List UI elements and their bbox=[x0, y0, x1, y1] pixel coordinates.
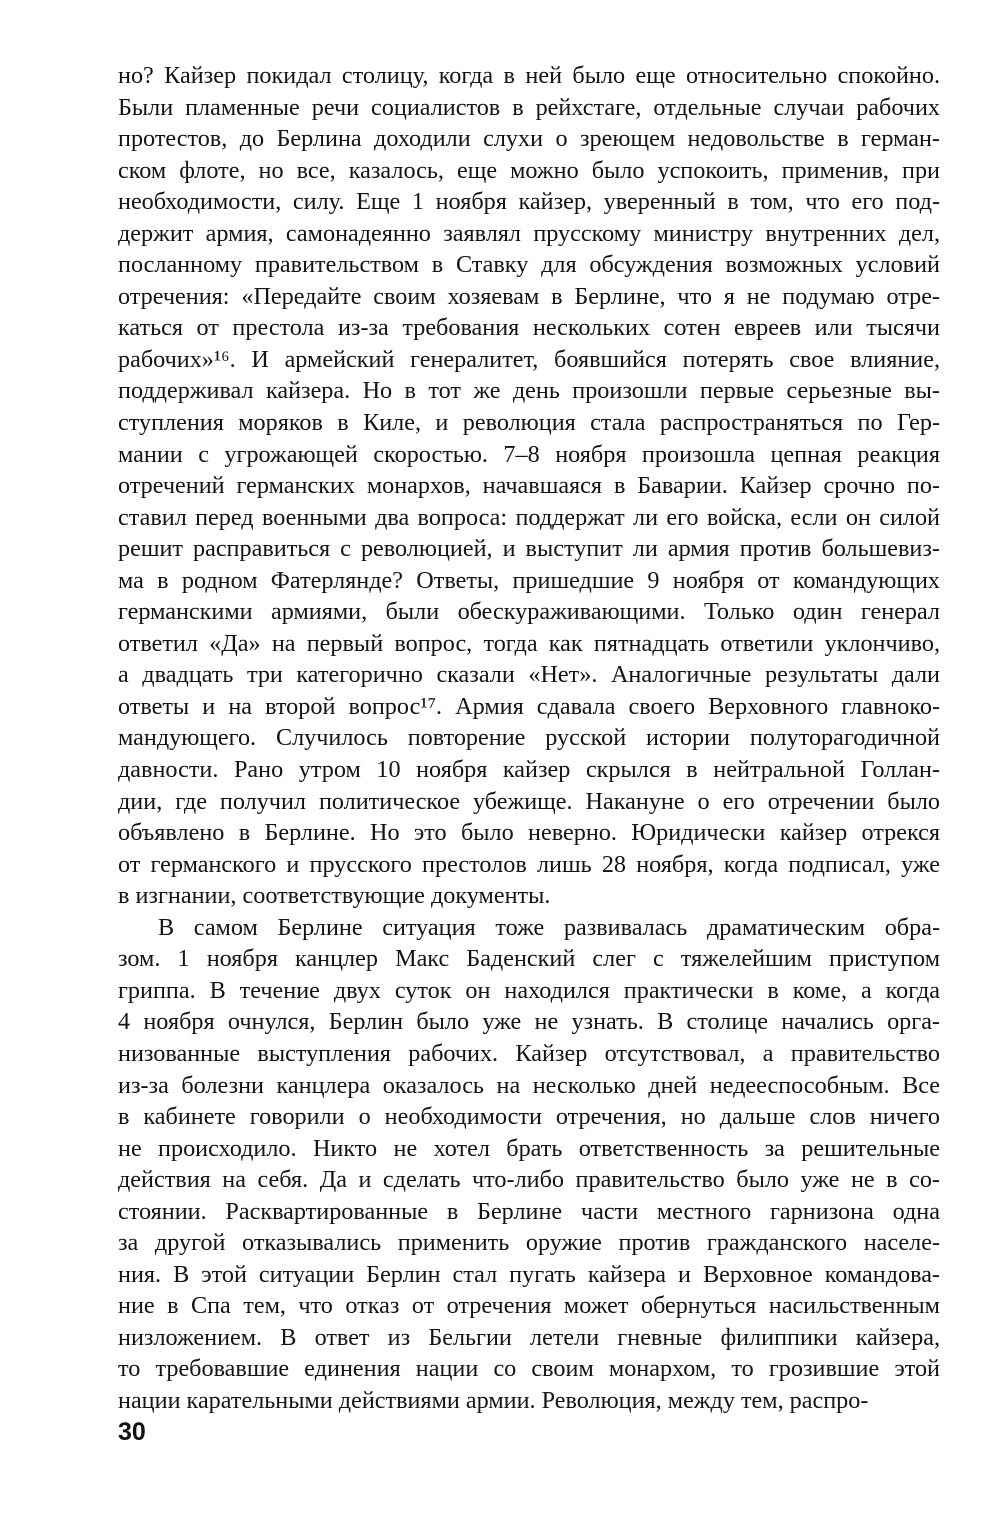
text-line: объявлено в Берлине. Но это было неверно. Юридически кайзер отрекся bbox=[118, 819, 940, 847]
text-line: ответил «Да» на первый вопрос, тогда как пятнадцать ответили уклончиво, bbox=[118, 629, 940, 657]
text-line: гриппа. В течение двух суток он находился практически в коме, а когда bbox=[118, 976, 940, 1004]
page-text bbox=[118, 60, 940, 1417]
text-line: а двадцать три категорично сказали «Нет». Аналогичные результаты дали bbox=[118, 661, 940, 689]
text-line: ния. В этой ситуации Берлин стал пугать кайзера и Верховное командова- bbox=[118, 1260, 940, 1288]
text-line: стоянии. Расквартированные в Берлине части местного гарнизона одна bbox=[118, 1197, 940, 1225]
text-line: 4 ноября очнулся, Берлин было уже не узнать. В столице начались орга- bbox=[118, 1008, 940, 1036]
text-line: от германского и прусского престолов лишь 28 ноября, когда подписал, уже bbox=[118, 850, 940, 878]
text-line: необходимости, силу. Еще 1 ноября кайзер, уверенный в том, что его под- bbox=[118, 188, 940, 216]
text-line: ском флоте, но все, казалось, еще можно было успокоить, применив, при bbox=[118, 156, 940, 184]
text-line: ступления моряков в Киле, и революция стала распространяться по Гер- bbox=[118, 409, 940, 437]
text-line: держит армия, самонадеянно заявлял прусскому министру внутренних дел, bbox=[118, 219, 940, 247]
text-line: мании с угрожающей скоростью. 7–8 ноября произошла цепная реакция bbox=[118, 440, 940, 468]
text-line: низложением. В ответ из Бельгии летели гневные филиппики кайзера, bbox=[118, 1323, 940, 1351]
text-line: из-за болезни канцлера оказалось на несколько дней недееспособным. Все bbox=[118, 1071, 940, 1099]
page-number: 30 bbox=[118, 1418, 146, 1446]
text-line: то требовавшие единения нации со своим монархом, то грозившие этой bbox=[118, 1355, 940, 1383]
text-line: зом. 1 ноября канцлер Макс Баденский слег с тяжелейшим приступом bbox=[118, 945, 940, 973]
text-line: отречений германских монархов, начавшаяся в Баварии. Кайзер срочно по- bbox=[118, 472, 940, 500]
text-line: в изгнании, соответствующие документы. bbox=[118, 882, 551, 910]
text-line: решит расправиться с революцией, и выступит ли армия против большевиз- bbox=[118, 535, 940, 563]
text-line: ответы и на второй вопрос¹⁷. Армия сдавала своего Верховного главноко- bbox=[118, 692, 940, 720]
text-line: ма в родном Фатерлянде? Ответы, пришедшие 9 ноября от командующих bbox=[118, 566, 940, 594]
text-line: низованные выступления рабочих. Кайзер отсутствовал, а правительство bbox=[118, 1039, 940, 1067]
text-line: каться от престола из-за требования нескольких сотен евреев или тысячи bbox=[118, 314, 940, 342]
text-line: отречения: «Передайте своим хозяевам в Берлине, что я не подумаю отре- bbox=[118, 282, 940, 310]
text-line: дии, где получил политическое убежище. Накануне о его отречении было bbox=[118, 787, 940, 815]
text-line: в кабинете говорили о необходимости отречения, но дальше слов ничего bbox=[118, 1103, 940, 1131]
text-line: мандующего. Случилось повторение русской истории полуторагодичной bbox=[118, 724, 940, 752]
text-line: В самом Берлине ситуация тоже развивалась драматическим обра- bbox=[158, 913, 940, 941]
paragraph bbox=[118, 60, 940, 912]
text-line: Были пламенные речи социалистов в рейхстаге, отдельные случаи рабочих bbox=[118, 93, 940, 121]
text-line: германскими армиями, были обескураживающими. Только один генерал bbox=[118, 598, 940, 626]
paragraph bbox=[118, 912, 940, 1417]
text-line: действия на себя. Да и сделать что-либо правительство было уже не в со- bbox=[118, 1166, 940, 1194]
text-line: посланному правительством в Ставку для обсуждения возможных условий bbox=[118, 251, 940, 279]
text-line: давности. Рано утром 10 ноября кайзер скрылся в нейтральной Голлан- bbox=[118, 756, 940, 784]
text-line: протестов, до Берлина доходили слухи о зреющем недовольстве в герман- bbox=[118, 125, 940, 153]
text-line: нации карательными действиями армии. Революция, между тем, распро- bbox=[118, 1386, 869, 1414]
text-line: ставил перед военными два вопроса: поддержат ли его войска, если он силой bbox=[118, 503, 940, 531]
text-line: ние в Спа тем, что отказ от отречения может обернуться насильственным bbox=[118, 1292, 940, 1320]
text-line: поддерживал кайзера. Но в тот же день произошли первые серьезные вы- bbox=[118, 377, 940, 405]
text-line: рабочих»¹⁶. И армейский генералитет, боявшийся потерять свое влияние, bbox=[118, 345, 940, 373]
text-line: не происходило. Никто не хотел брать ответственность за решительные bbox=[118, 1134, 940, 1162]
text-line: за другой отказывались применить оружие против гражданского населе- bbox=[118, 1229, 940, 1257]
text-line: но? Кайзер покидал столицу, когда в ней было еще относительно спокойно. bbox=[118, 62, 940, 89]
